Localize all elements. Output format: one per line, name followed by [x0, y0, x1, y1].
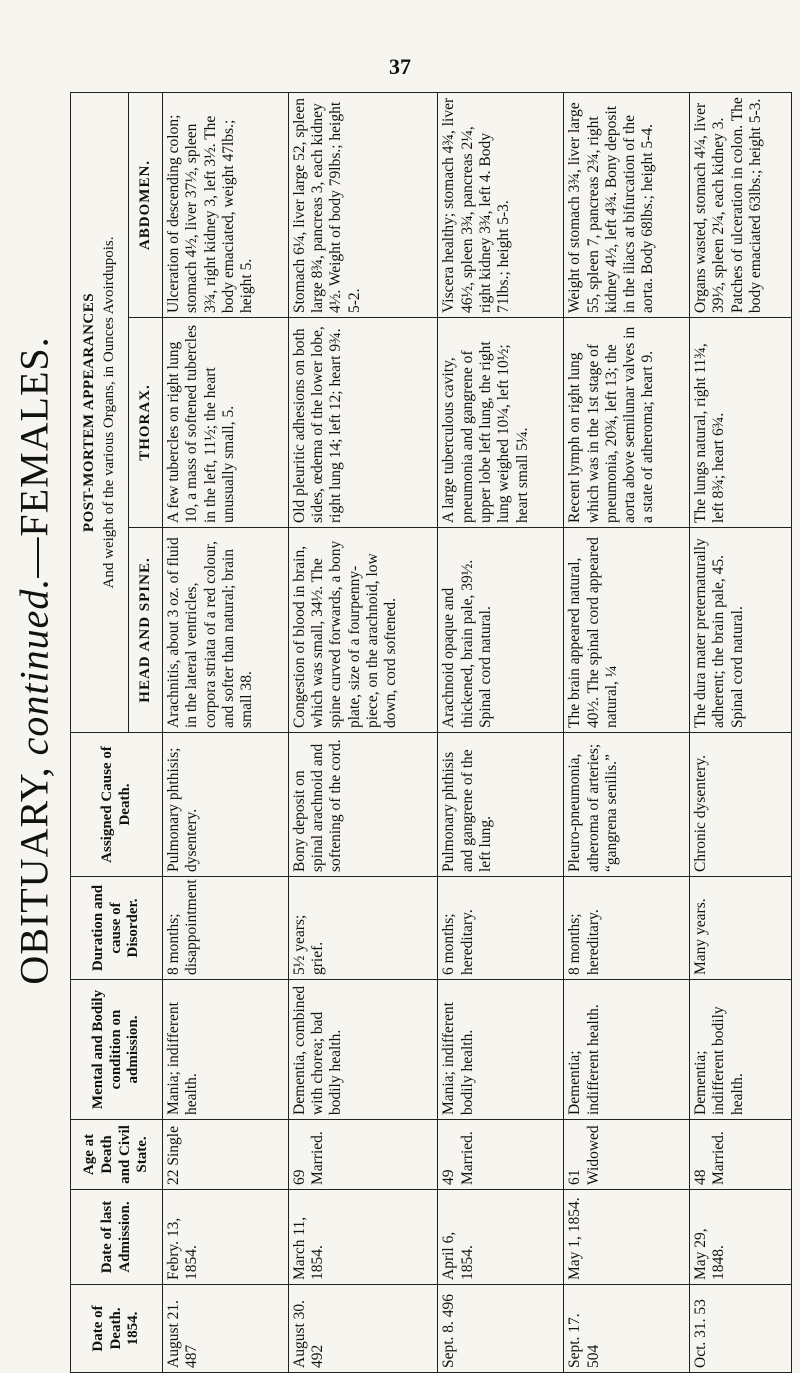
cell-assigned-cause: Bony deposit on spinal arachnoid and softening of the cord.: [288, 733, 438, 877]
cell-date-of-death: August 30. 492: [288, 1285, 438, 1373]
cell-duration-and-cause: 8 months; hereditary.: [564, 877, 690, 980]
table-row: [163, 92, 289, 1372]
cell-age-and-civil-state: 61 Widowed: [564, 1120, 690, 1190]
cell-head-and-spine: Arachnoid opaque and thickened, brain pale, 39½. Spinal cord natural.: [438, 528, 564, 733]
post-mortem-subtitle: And weight of the various Organs, in Ounces Avoirdupois.: [100, 236, 117, 589]
cell-abdomen: Organs wasted, stomach 4¼, liver 39½, spleen 2¼, each kidney 3. Patches of ulceration in colon. The body emaciated 63lbs.; height 5-3.: [690, 92, 792, 317]
header-abdomen: ABDOMEN.: [129, 92, 163, 317]
header-head-and-spine: HEAD AND SPINE.: [129, 528, 163, 733]
cell-age-and-civil-state: 22 Single: [163, 1120, 289, 1190]
cell-head-and-spine: The brain appeared natural, 40½. The spinal cord appeared natural, ¼: [564, 528, 690, 733]
cell-mental-bodily-condition: Dementia; indifferent health.: [564, 980, 690, 1120]
cell-age-and-civil-state: 48 Married.: [690, 1120, 792, 1190]
cell-age-and-civil-state: 69 Married.: [288, 1120, 438, 1190]
cell-assigned-cause: Pulmonary phthisis and gangrene of the left lung.: [438, 733, 564, 877]
cell-date-of-last-admission: March 11, 1854.: [288, 1190, 438, 1285]
cell-thorax: A few tubercles on right lung 10, a mass of softened tubercles in the left, 11½; the heart unusually small, 5.: [163, 318, 289, 528]
cell-thorax: Old pleuritic adhesions on both sides, œdema of the lower lobe, right lung 14; left 12; heart 9¾.: [288, 318, 438, 528]
cell-thorax: A large tuberculous cavity, pneumonia and gangrene of upper lobe left lung, the right lung weighed 10¼, left 10½; heart small 5¼.: [438, 318, 564, 528]
header-thorax: THORAX.: [129, 318, 163, 528]
cell-duration-and-cause: Many years.: [690, 877, 792, 980]
cell-head-and-spine: Arachnitis, about 3 oz. of fluid in the lateral ventricles, corpora striata of a red colour, and softer than natural; brain small 38.: [163, 528, 289, 733]
cell-abdomen: Stomach 6¼, liver large 52, spleen large 8¾, pancreas 3, each kidney 4½. Weight of body 79lbs.; height 5-2.: [288, 92, 438, 317]
cell-date-of-death: Sept. 17. 504: [564, 1285, 690, 1373]
cell-duration-and-cause: 5½ years; grief.: [288, 877, 438, 980]
header-age-and-civil-state: Age at Death and Civil State.: [71, 1120, 163, 1190]
cell-head-and-spine: Congestion of blood in brain, which was small, 34½. The spine curved forwards, a bony plate, size of a fourpenny-piece, on the arachnoid, low down, cord softened.: [288, 528, 438, 733]
cell-abdomen: Weight of stomach 3¾, liver large 55, spleen 7, pancreas 2¾, right kidney 4½, left 4¾. Bony deposit in the iliacs at bifurcation of the aorta. Body 68lbs.; height 5-4.: [564, 92, 690, 317]
section-heading: [4, 330, 64, 990]
rotated-table-container: [70, 93, 792, 1373]
cell-mental-bodily-condition: Mania; indifferent health.: [163, 980, 289, 1120]
cell-date-of-last-admission: April 6, 1854.: [438, 1190, 564, 1285]
header-assigned-cause: Assigned Cause of Death.: [71, 733, 163, 877]
cell-abdomen: Viscera healthy; stomach 4¾, liver 46½, spleen 3¾, pancreas 2¼, right kidney 3¾, left 4. Body 71lbs.; height 5-3.: [438, 92, 564, 317]
cell-date-of-last-admission: May 29, 1848.: [690, 1190, 792, 1285]
cell-date-of-death: Oct. 31. 53: [690, 1285, 792, 1373]
cell-assigned-cause: Chronic dysentery.: [690, 733, 792, 877]
cell-mental-bodily-condition: Dementia; indifferent bodily health.: [690, 980, 792, 1120]
cell-date-of-death: August 21. 487: [163, 1285, 289, 1373]
cell-thorax: Recent lymph on right lung which was in the 1st stage of pneumonia, 20¾, left 13; the aorta above semilunar valves in a state of atheroma; heart 9.: [564, 318, 690, 528]
header-post-mortem: [71, 92, 129, 732]
heading-continued: continued.: [11, 577, 57, 755]
post-mortem-title: POST-MORTEM APPEARANCES: [81, 292, 97, 533]
cell-date-of-death: Sept. 8. 496: [438, 1285, 564, 1373]
cell-date-of-last-admission: Febry. 13, 1854.: [163, 1190, 289, 1285]
cell-date-of-last-admission: May 1, 1854.: [564, 1190, 690, 1285]
table-row: [564, 92, 690, 1372]
cell-head-and-spine: The dura mater preternaturally adherent; the brain pale, 45. Spinal cord natural.: [690, 528, 792, 733]
page-number: 37: [389, 54, 411, 79]
header-mental-bodily-condition: Mental and Bodily condition on admission.: [71, 980, 163, 1120]
header-duration-and-cause: Duration and cause of Disorder.: [71, 877, 163, 980]
cell-abdomen: Ulceration of descending colon; stomach 4½, liver 37½, spleen 3¾, right kidney 3, left 3½. The body emaciated, weight 47lbs.; height 5.: [163, 92, 289, 317]
table-row: [438, 92, 564, 1372]
cell-mental-bodily-condition: Mania; indifferent bodily health.: [438, 980, 564, 1120]
header-date-of-last-admission: Date of last Admission.: [71, 1190, 163, 1285]
cell-assigned-cause: Pleuro-pneumonia, atheroma of arteries; “gangrena senilis.”: [564, 733, 690, 877]
cell-age-and-civil-state: 49 Married.: [438, 1120, 564, 1190]
cell-duration-and-cause: 8 months; disappointment: [163, 877, 289, 980]
cell-thorax: The lungs natural, right 11¾, left 8¾; heart 6¾.: [690, 318, 792, 528]
heading-suffix: —FEMALES.: [11, 335, 57, 578]
obituary-table: [70, 92, 792, 1373]
section-heading-text: [11, 336, 58, 984]
table-row: [690, 92, 792, 1372]
cell-assigned-cause: Pulmonary phthisis; dysentery.: [163, 733, 289, 877]
cell-mental-bodily-condition: Dementia, combined with chorea; bad bodily health.: [288, 980, 438, 1120]
table-row: [288, 92, 438, 1372]
header-date-of-death: Date of Death. 1854.: [71, 1285, 163, 1373]
heading-title: OBITUARY,: [11, 765, 57, 985]
cell-duration-and-cause: 6 months; hereditary.: [438, 877, 564, 980]
